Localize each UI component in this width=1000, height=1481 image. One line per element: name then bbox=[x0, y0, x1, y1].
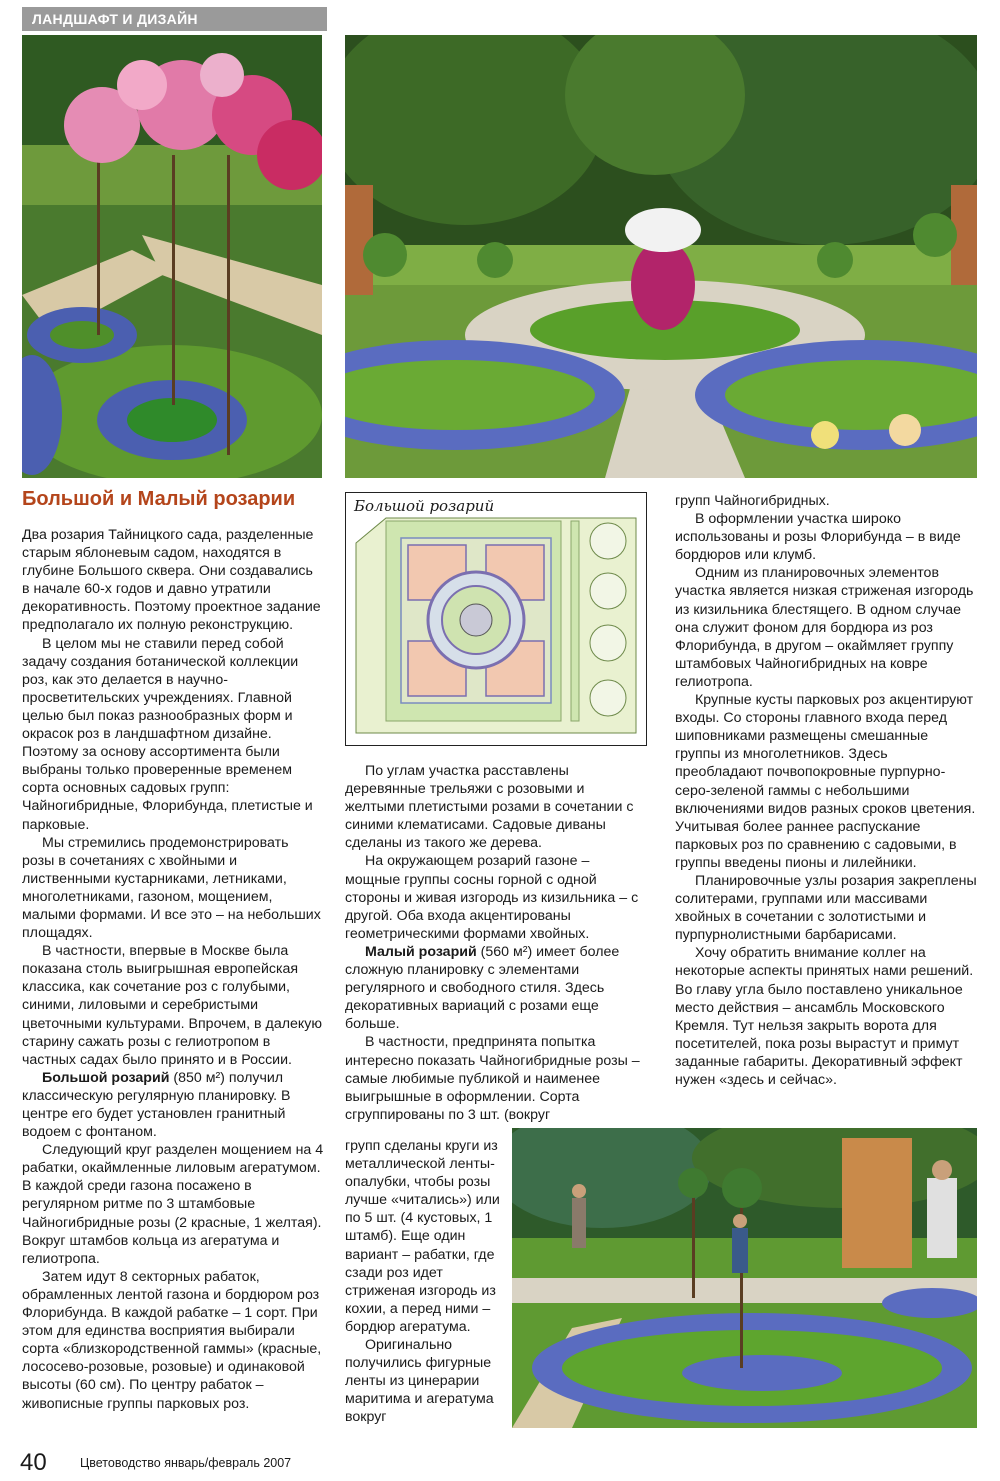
paragraph: По углам участка расставлены деревянные трельяжи с розовыми и желтыми плетистыми розами в сочетании с синими клематисами. Садовые диваны сделаны из такого же дерева. bbox=[345, 763, 634, 852]
paragraph: групп Чайногибридных. bbox=[675, 493, 830, 509]
paragraph: В оформлении участка широко использованы и розы Флорибунда – в виде бордюров или клумб. bbox=[675, 511, 961, 564]
paragraph: Планировочные узлы розария закреплены солитерами, группами или массивами хвойных в сочетании с золотистыми и пурпурнолистными барбарисами. bbox=[675, 872, 977, 944]
paragraph: Оригинально получились фигурные ленты из цинерарии маритима и агератума вокруг bbox=[345, 1337, 494, 1426]
bold-label: Большой розарий bbox=[42, 1069, 170, 1086]
article-heading: Большой и Малый розарии bbox=[22, 488, 296, 510]
text-column-2-narrow bbox=[345, 1137, 507, 1427]
paragraph-text: (850 м²) получил классическую регулярную планировку. В центре его будет установлен гранитный водоем с фонтаном. bbox=[22, 1069, 291, 1141]
paragraph bbox=[22, 1069, 324, 1141]
plan-title: Большой розарий bbox=[354, 497, 495, 515]
paragraph: Мы стремились продемонстрировать розы в сочетаниях с хвойными и лиственными кустарниками, летниками, многолетниками, газоном, мощением, малыми формами. И все это – на небольших площадях. bbox=[22, 834, 321, 942]
paragraph: Два розария Тайницкого сада, разделенные старым яблоневым садом, находятся в глубине Большого сквера. Они создавались в начале 60-х годов и давно утратили декоративность. Поэтому проектное задание предполагало их полную реконструкцию. bbox=[22, 527, 321, 634]
paragraph: В частности, предпринята попытка интересно показать Чайногибридные розы – самые любимые публикой и наименее выигрышные в оформлении. Сорта сгруппированы по 3 шт. (вокруг bbox=[345, 1034, 640, 1123]
text-column-2 bbox=[345, 762, 647, 1124]
text-column-3 bbox=[675, 492, 977, 1089]
rose-garden-visitors-photo bbox=[512, 1128, 977, 1428]
paragraph: Одним из планировочных элементов участка является низкая стриженая изгородь из кизильника блестящего. В одном случае она служит фоном для бордюра из роз Флорибунда, в другом – окаймляет группу штамбовых Чайногибридных на ковре гелиотропа. bbox=[675, 565, 974, 690]
section-tag: ЛАНДШАФТ И ДИЗАЙН bbox=[22, 7, 327, 31]
paragraph bbox=[345, 943, 647, 1033]
paragraph: В целом мы не ставили перед собой задачу создания ботанической коллекции роз, как это делается в научно-просветительских учреждениях. Главной целью был показ разнообразных форм и окрасок роз в ландшафтном дизайне. Поэтому за основу ассортимента были выбраны только проверенные временем сорта основных садовых групп: Чайногибридные, Флорибунда, плетистые и парковые. bbox=[22, 635, 313, 833]
paragraph: групп сделаны круги из металлической ленты-опалубки, чтобы розы лучше «читались») или по 5 шт. (4 кустовых, 1 штамб). Еще один вариант – рабатки, где сзади роз идет стриженая изгородь из кохии, а перед ними – бордюр агератума. bbox=[345, 1138, 500, 1335]
paragraph: Затем идут 8 секторных рабаток, обрамленных лентой газона и бордюром роз Флорибунда. В каждой рабатке – 1 сорт. При этом для единства восприятия выбирали сорта «близкородственной гаммы» (красные, лососево-розовые, розовые) и одинаковой высоты (60 см). По центру рабаток – живописные группы парковых роз. bbox=[22, 1268, 322, 1412]
paragraph-text: (560 м²) имеет более сложную планировку с элементами регулярного и свободного стиля. Здесь декоративных вариаций с розами еще больше. bbox=[345, 943, 620, 1033]
magazine-footer: Цветоводство январь/февраль 2007 bbox=[80, 1456, 292, 1470]
paragraph: Хочу обратить внимание коллег на некоторые аспекты принятых нами решений. Во главу угла было поставлено уникальное место действия – ансамбль Московского Кремля. Тут нельзя закрыть ворота для посетителей, пока розы вырастут и примут заданные габариты. Декоративный эффект нужен «здесь и сейчас». bbox=[675, 945, 974, 1088]
page-number: 40 bbox=[20, 1449, 47, 1476]
paragraph: На окружающем розарий газоне – мощные группы сосны горной с одной стороны и живая изгородь из кизильника – с другой. Оба входа акцентированы геометрическими формами хвойных. bbox=[345, 853, 639, 942]
plan-diagram bbox=[345, 492, 647, 746]
rose-garden-fountain-photo bbox=[345, 35, 977, 478]
text-column-1 bbox=[22, 526, 324, 1413]
paragraph: Следующий круг разделен мощением на 4 рабатки, окаймленные лиловым агератумом. В каждой среди газона посажено в регулярном ритме по 3 штамбовые Чайногибридные розы (2 красные, 1 желтая). Вокруг штамбов кольца из агератума и гелиотропа. bbox=[22, 1142, 324, 1267]
bold-label: Малый розарий bbox=[365, 943, 477, 960]
paragraph: Крупные кусты парковых роз акцентируют входы. Со стороны главного входа перед шиповниками размещены смешанные группы из многолетников. Здесь преобладают почвопокровные пурпурно-серо-зеленой гаммы с небольшими включениями видов разных сроков цветения. Учитывая более раннее распускание парковых роз по сравнению с садовыми, в группы введены пионы и лилейники. bbox=[675, 692, 976, 871]
standard-roses-photo bbox=[22, 35, 322, 478]
paragraph: В частности, впервые в Москве была показана столь выигрышная европейская классика, как сочетание роз с голубыми, синими, лиловыми и серебристыми цветочными культурами. Впрочем, в далекую старину сажать розы с гелиотропом в частных садах было принято и в России. bbox=[22, 943, 322, 1068]
